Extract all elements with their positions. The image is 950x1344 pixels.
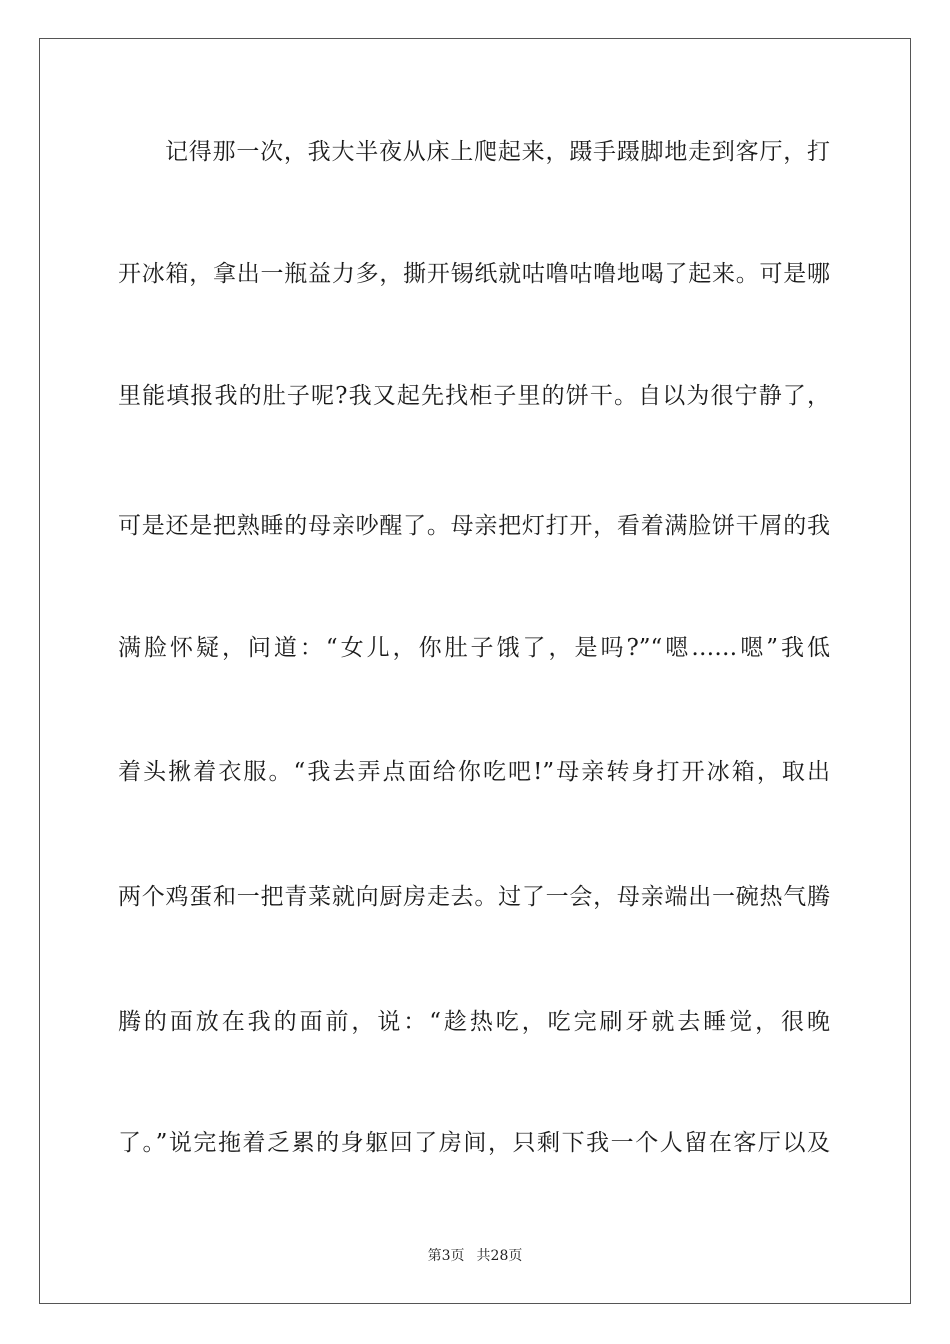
paragraph-line: 腾的面放在我的面前，说：“趁热吃，吃完刷牙就去睡觉，很晚 xyxy=(118,1009,830,1035)
paragraph-line: 里能填报我的肚子呢?我又起先找柜子里的饼干。自以为很宁静了， xyxy=(118,383,830,409)
paragraph-line: 满脸怀疑，问道：“女儿，你肚子饿了，是吗?”“嗯……嗯”我低 xyxy=(118,635,830,661)
paragraph-line: 可是还是把熟睡的母亲吵醒了。母亲把灯打开，看着满脸饼干屑的我 xyxy=(118,513,830,539)
paragraph-line: 两个鸡蛋和一把青菜就向厨房走去。过了一会，母亲端出一碗热气腾 xyxy=(118,884,830,910)
paragraph-line: 记得那一次，我大半夜从床上爬起来，蹑手蹑脚地走到客厅，打 xyxy=(165,139,830,165)
page-border xyxy=(39,38,911,1304)
page-total: 共28页 xyxy=(476,1248,523,1264)
page-number: 第3页 xyxy=(427,1248,465,1264)
paragraph-line: 着头揪着衣服。“我去弄点面给你吃吧!”母亲转身打开冰箱，取出 xyxy=(118,759,830,785)
paragraph-line: 了。”说完拖着乏累的身躯回了房间，只剩下我一个人留在客厅以及 xyxy=(118,1130,830,1156)
page-footer xyxy=(0,1246,950,1266)
paragraph-line: 开冰箱，拿出一瓶益力多，撕开锡纸就咕噜咕噜地喝了起来。可是哪 xyxy=(118,261,830,287)
